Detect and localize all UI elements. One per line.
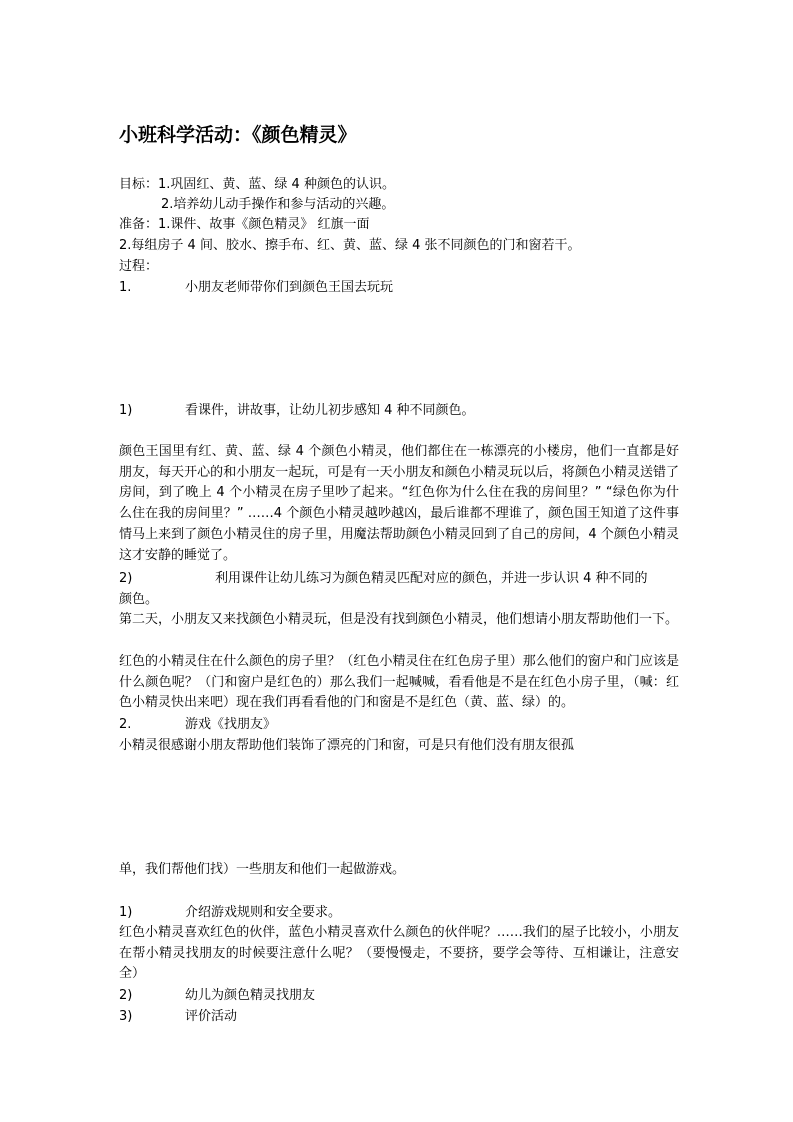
- step-1-text: 小朋友老师带你们到颜色王国去玩玩: [185, 280, 394, 295]
- game-step-2: [119, 985, 315, 1006]
- process-heading: 过程：: [119, 259, 159, 274]
- step-2-number: 2.: [119, 717, 132, 732]
- game-step-1-number: 1): [119, 905, 133, 920]
- game-step-1: [119, 902, 341, 923]
- sub-step-2-text: 利用课件让幼儿练习为颜色精灵匹配对应的颜色，并进一步认识 4 种不同的: [215, 571, 648, 586]
- goal-line-2: 2.培养幼儿动手操作和参与活动的兴趣。: [161, 197, 395, 212]
- story-paragraph: 颜色王国里有红、黄、蓝、绿 4 个颜色小精灵，他们都住在一栋漂亮的小楼房，他们一直都是好朋友，每天开心的和小朋友一起玩，可是有一天小朋友和颜色小精灵玩以后，将颜色小精灵送错了房间，到了晚上 4 个小精灵在房子里吵了起来。“红色你为什么住在我的房间里？” “绿色你为什么住在我的房间里？” ……4 个颜色小精灵越吵越凶，最后谁都不理谁了，颜色国王知道了这件事情马上来到了颜色小精灵住的房子里，用魔法帮助颜色小精灵回到了自己的房间，4 个颜色小精灵这才安静的睡觉了。: [119, 444, 679, 563]
- game-step-3: [119, 1006, 237, 1027]
- sub-step-2: [119, 568, 648, 589]
- prep-line-1: 准备：1.课件、故事《颜色精灵》 红旗一面: [119, 217, 370, 232]
- game-step-3-text: 评价活动: [185, 1009, 238, 1024]
- game-step-1-text: 介绍游戏规则和安全要求。: [185, 905, 342, 920]
- prep-line-2: 2.每组房子 4 间、胶水、擦手布、红、黄、蓝、绿 4 张不同颜色的门和窗若干。: [119, 238, 581, 253]
- step-1-number: 1.: [119, 280, 132, 295]
- sub-step-1: [119, 400, 475, 421]
- rules-paragraph: 红色小精灵喜欢红色的伙伴，蓝色小精灵喜欢什么颜色的伙伴呢？……我们的屋子比较小，小朋友在帮小精灵找朋友的时候要注意什么呢？（要慢慢走，不要挤，要学会等待、互相谦让，注意安全）: [119, 925, 679, 982]
- step-2: [119, 714, 276, 735]
- sub-step-2-number: 2): [119, 571, 133, 586]
- document-title: 小班科学活动：《颜色精灵》: [119, 124, 357, 146]
- game-step-2-number: 2): [119, 988, 133, 1003]
- thanks-line: 小精灵很感谢小朋友帮助他们装饰了漂亮的门和窗，可是只有他们没有朋友很孤: [119, 738, 575, 753]
- game-step-2-text: 幼儿为颜色精灵找朋友: [185, 988, 316, 1003]
- sub-step-1-text: 看课件，讲故事，让幼儿初步感知 4 种不同颜色。: [185, 403, 475, 418]
- day-two-paragraph: 第二天，小朋友又来找颜色小精灵玩，但是没有找到颜色小精灵，他们想请小朋友帮助他们一下。: [119, 612, 679, 627]
- goal-line-1: 目标：1.巩固红、黄、蓝、绿 4 种颜色的认识。: [119, 177, 395, 192]
- step-2-text: 游戏《找朋友》: [185, 717, 277, 732]
- step-1: [119, 277, 393, 298]
- red-spirit-paragraph: 红色的小精灵住在什么颜色的房子里？（红色小精灵住在红色房子里）那么他们的窗户和门应该是什么颜色呢？（门和窗户是红色的）那么我们一起喊喊，看看他是不是在红色小房子里，（喊：红色小精灵快出来吧）现在我们再看看他的门和窗是不是红色（黄、蓝、绿）的。: [119, 654, 679, 711]
- lonely-line: 单，我们帮他们找）一些朋友和他们一起做游戏。: [119, 862, 406, 877]
- game-step-3-number: 3): [119, 1009, 133, 1024]
- sub-step-2-continued: 颜色。: [119, 592, 159, 607]
- sub-step-1-number: 1): [119, 403, 133, 418]
